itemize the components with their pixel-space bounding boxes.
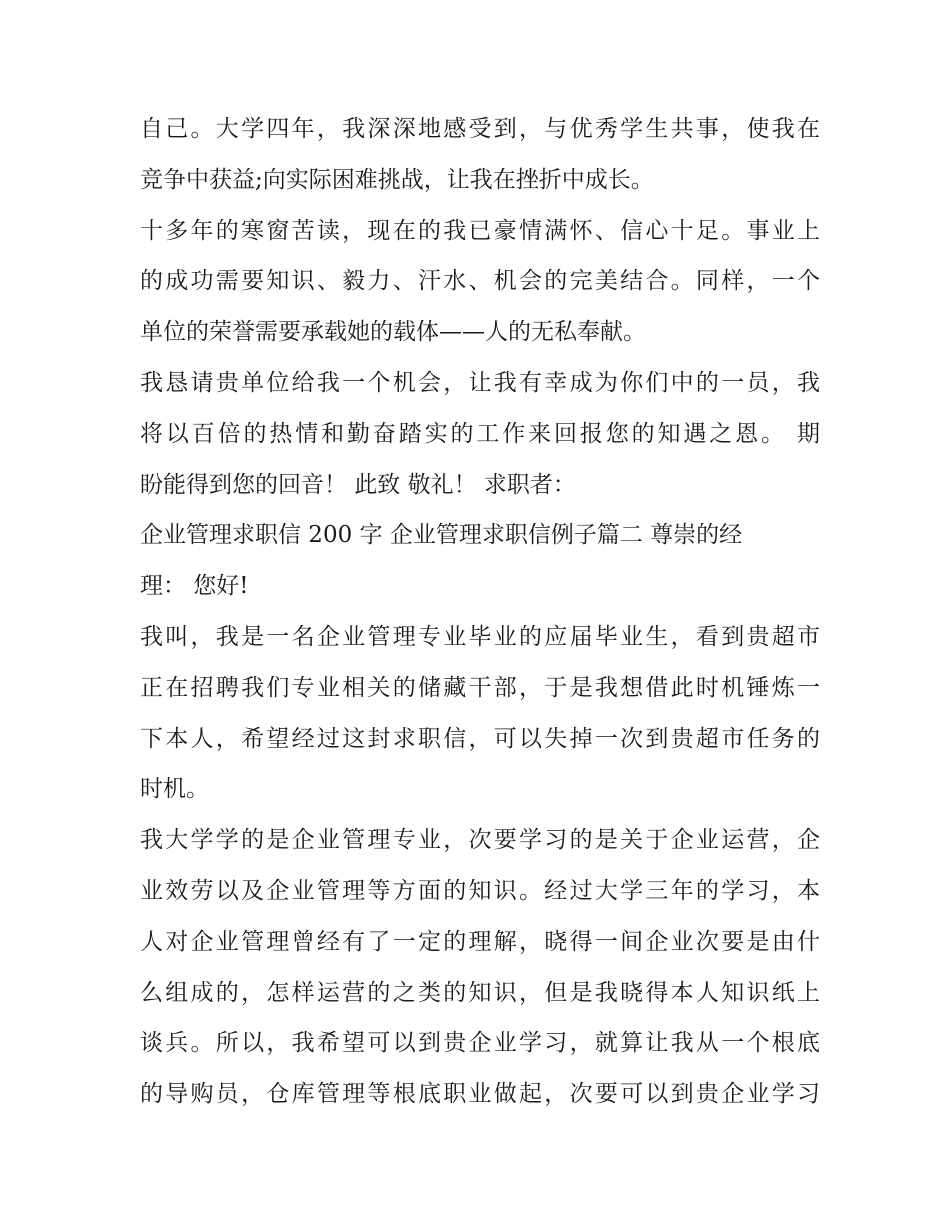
text-line: 理： 您好! — [140, 573, 249, 600]
text-line: 谈兵。所以，我希望可以到贵企业学习，就算让我从一个根底 — [140, 1030, 820, 1057]
text-line: 盼能得到您的回音！ 此致 敬礼！ 求职者： — [140, 471, 576, 498]
text-line: 十多年的寒窗苦读，现在的我已豪情满怀、信心十足。事业上 — [140, 217, 820, 244]
document-body — [140, 104, 820, 1120]
text-line: 么组成的，怎样运营的之类的知识，但是我晓得本人知识纸上 — [140, 979, 820, 1006]
text-line: 下本人，希望经过这封求职信，可以失掉一次到贵超市任务的 — [140, 725, 820, 752]
text-line: 自己。大学四年，我深深地感受到，与优秀学生共事，使我在 — [140, 116, 820, 142]
text-line: 时机。 — [140, 776, 209, 803]
text-line: 企业管理求职信 200 字 企业管理求职信例子篇二 尊崇的经 — [140, 522, 743, 549]
text-line: 人对企业管理曾经有了一定的理解，晓得一间企业次要是由什 — [140, 928, 820, 955]
text-line: 的导购员，仓库管理等根底职业做起，次要可以到贵企业学习 — [140, 1081, 820, 1108]
text-line: 竞争中获益;向实际困难挑战，让我在挫折中成长。 — [140, 166, 654, 193]
text-line: 我叫，我是一名企业管理专业毕业的应届毕业生，看到贵超市 — [140, 623, 820, 650]
text-line: 我大学学的是企业管理专业，次要学习的是关于企业运营，企 — [140, 827, 820, 854]
text-line: 的成功需要知识、毅力、汗水、机会的完美结合。同样，一个 — [140, 268, 820, 295]
text-line: 业效劳以及企业管理等方面的知识。经过大学三年的学习，本 — [140, 877, 820, 904]
text-line: 我恳请贵单位给我一个机会，让我有幸成为你们中的一员，我 — [140, 369, 820, 396]
text-line: 正在招聘我们专业相关的储藏干部，于是我想借此时机锤炼一 — [140, 674, 820, 701]
text-line: 单位的荣誉需要承载她的载体——人的无私奉献。 — [140, 319, 646, 346]
text-line: 将以百倍的热情和勤奋踏实的工作来回报您的知遇之恩。 期 — [140, 420, 820, 447]
